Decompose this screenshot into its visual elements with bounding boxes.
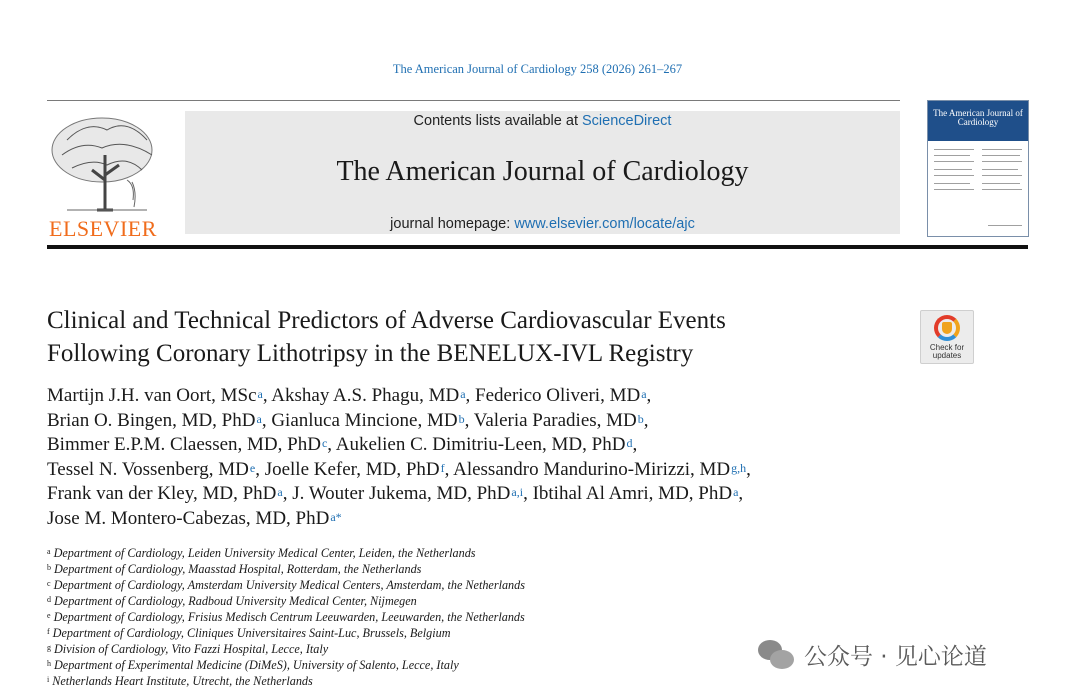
author[interactable]: Joelle Kefer, MD, PhD$^f$ [264,458,445,480]
author[interactable]: Tessel N. Vossenberg, MDe [47,458,256,480]
homepage-link[interactable]: www.elsevier.com/locate/ajc [514,216,695,232]
journal-name: The American Journal of Cardiology [336,156,749,187]
elsevier-tree-icon [47,110,165,218]
author[interactable]: Gianluca Mincione, $MD^b$ [271,409,465,431]
affiliation-item: $^h$ Department of Experimental Medicine (DiMeS), University of Salento, Lecce, Italy [47,658,459,672]
author-line: Martijn J.H. van Oort, MSc$^a$, Akshay A.S. Phagu, $MD^a$, Federico Oliveri, $MD^a$, [47,385,652,406]
affiliation-list [47,545,747,689]
wechat-icon [756,638,796,670]
cover-text-line [934,183,970,184]
author-list [47,384,947,532]
affiliation-item: $^a$ Department of Cardiology, Leiden University Medical Center, Leiden, the Netherlands [47,546,476,560]
cover-text-line [934,149,974,150]
cover-text-line [934,161,974,162]
author[interactable]: J. Wouter Jukema, MD, PhD$^{a,i}$ [292,483,524,505]
cover-text-line [982,169,1018,170]
article-title [47,304,897,370]
cover-text-line [982,183,1020,184]
cover-text-line [934,189,974,190]
author[interactable]: Aukelien C. Dimitriu-Leen, MD, PhD$^d$ [335,434,633,456]
contents-prefix: Contents lists available at [413,113,582,129]
author-line: Frank van der Kley, MD, PhD$^a$, J. Wouter Jukema, MD, PhD$^{a,i}$, Ibtihal Al Amri, MD, PhD$^a$, [47,483,744,505]
cover-text-line [982,161,1022,162]
author[interactable]: Akshay A.S. Phagu, $MD^a$ [271,385,466,406]
author[interactable]: Federico Oliveri, $MD^a$ [475,385,647,406]
author[interactable]: Martijn J.H. van Oort, MSc$^a$ [47,385,263,406]
cover-text-line [988,225,1022,226]
affiliation-item: $^i$ Netherlands Heart Institute, Utrecht, the Netherlands [47,674,313,688]
affiliation-item: $^d$ Department of Cardiology, Radboud University Medical Center, Nijmegen [47,594,417,608]
journal-citation[interactable]: The American Journal of Cardiology 258 (2026) 261–267 [392,62,683,76]
header-thick-divider [47,245,1028,249]
elsevier-wordmark: ELSEVIER [49,216,157,241]
article-title-line: Following Coronary Lithotripsy in the BENELUX-IVL Registry [47,340,694,367]
affiliation-item: $^f$ Department of Cardiology, Cliniques Universitaires Saint-Luc, Brussels, Belgium [47,626,451,640]
check-for-updates-label: Check for updates [929,343,965,360]
watermark-text: 公众号 · 见心论道 [804,643,987,670]
author-line: Bimmer E.P.M. Claessen, MD, PhD$^c$, Aukelien C. Dimitriu-Leen, MD, PhD$^d$, [47,434,638,456]
author[interactable]: Ibtihal Al Amri, MD, PhD$^a$ [532,483,739,505]
author[interactable]: Alessandro Mandurino-Mirizzi, MD$^{g,h}$ [453,458,747,480]
author[interactable]: Valeria Paradies, $MD^b$ [473,409,644,431]
cover-text-line [982,149,1022,150]
author-line [47,507,947,532]
top-divider [47,100,900,101]
homepage-line [185,216,900,232]
author-line: Brian O. Bingen, MD, PhD$^a$, Gianluca Mincione, $MD^b$, Valeria Paradies, $MD^b$, [47,409,649,431]
author-line: Tessel N. Vossenberg, MDe, Joelle Kefer, MD, PhD$^f$, Alessandro Mandurino-Mirizzi, MD$^{g,h}$, [47,458,751,480]
author[interactable]: Brian O. Bingen, MD, PhD$^a$ [47,409,262,431]
wechat-watermark [756,636,987,672]
cover-text-line [982,175,1022,176]
affiliation-item: $^e$ Department of Cardiology, Frisius Medisch Centrum Leeuwarden, Leeuwarden, the Netherlands [47,610,525,624]
author[interactable]: Frank van der Kley, MD, PhD$^a$ [47,483,283,505]
author[interactable]: Bimmer E.P.M. Claessen, MD, PhD$^c$ [47,434,328,456]
contents-line [185,113,900,129]
cover-text-line [934,155,970,156]
bookmark-icon [942,322,952,334]
affiliation-item: $^g$ Division of Cardiology, Vito Fazzi Hospital, Lecce, Italy [47,642,329,656]
affiliation-item: $^b$ Department of Cardiology, Maasstad Hospital, Rotterdam, the Netherlands [47,562,422,576]
journal-cover-thumbnail[interactable] [927,100,1029,237]
check-for-updates-button[interactable] [920,310,974,364]
affiliation-item: $^c$ Department of Cardiology, Amsterdam University Medical Centers, Amsterdam, the Netherlands [47,578,525,592]
cover-text-line [982,189,1022,190]
cover-text-line [934,175,974,176]
cover-title: The American Journal of Cardiology [933,108,1023,127]
author[interactable]: Jose M. Montero-Cabezas, MD, PhD$^{a*}$ [47,507,342,529]
homepage-prefix: journal homepage: [390,216,515,232]
article-title-line: Clinical and Technical Predictors of Adverse Cardiovascular Events [47,307,726,334]
cover-text-line [982,155,1020,156]
sciencedirect-link[interactable]: ScienceDirect [582,113,672,129]
cover-text-line [934,169,972,170]
